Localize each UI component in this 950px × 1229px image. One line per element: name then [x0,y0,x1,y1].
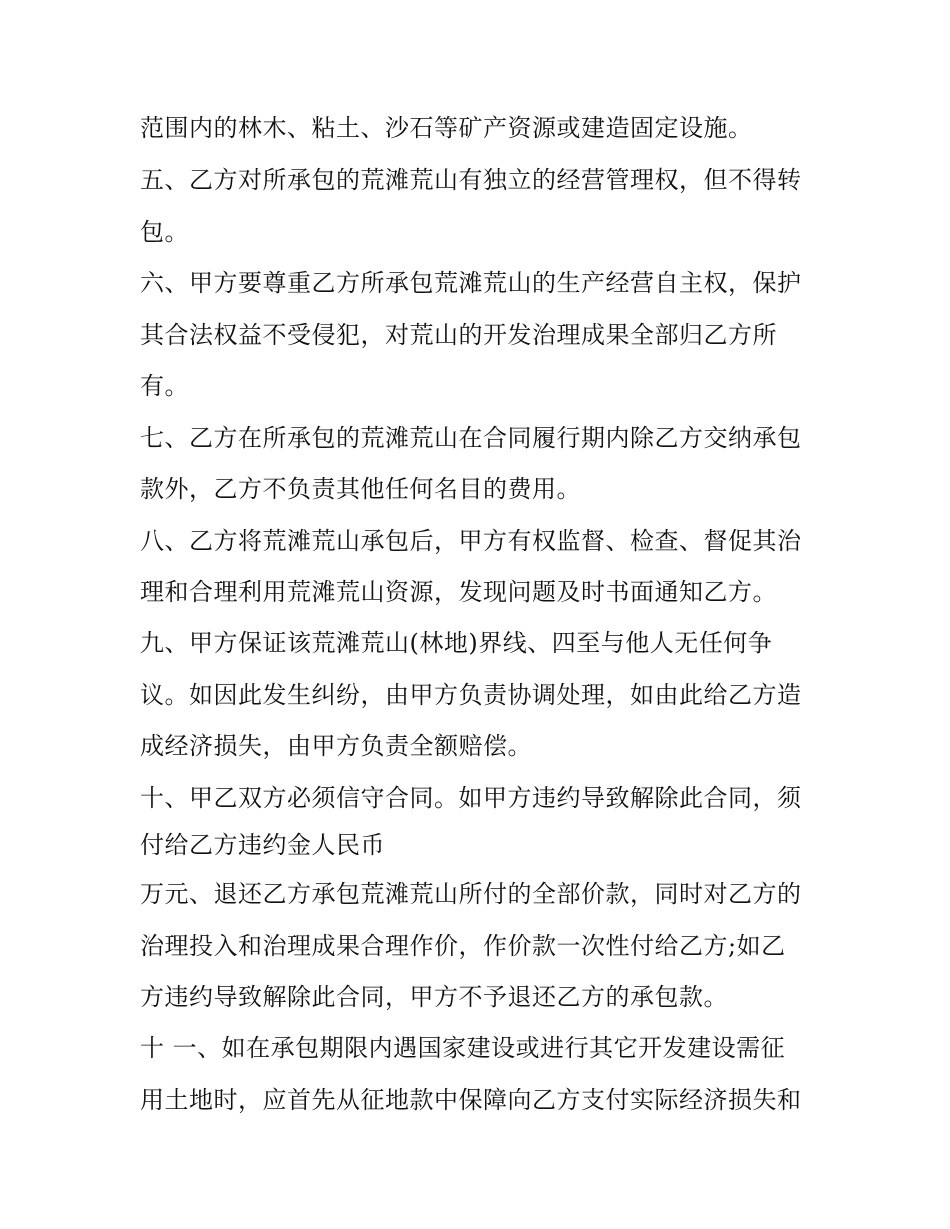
text-line: 方违约导致解除此合同，甲方不予退还乙方的承包款。 [140,983,728,1011]
text-line: 付给乙方违约金人民币 [140,831,385,859]
text-line: 六、甲方要尊重乙方所承包荒滩荒山的生产经营自主权，保护 [140,269,802,297]
text-line: 万元、退还乙方承包荒滩荒山所付的全部价款，同时对乙方的 [140,880,802,908]
text-line: 九、甲方保证该荒滩荒山(林地)界线、四至与他人无任何争 [140,629,773,657]
text-line: 范围内的林木、粘土、沙石等矿产资源或建造固定设施。 [140,114,753,142]
text-line: 理和合理利用荒滩荒山资源，发现问题及时书面通知乙方。 [140,578,777,606]
text-line: 其合法权益不受侵犯，对荒山的开发治理成果全部归乙方所 [140,321,777,349]
text-line: 五、乙方对所承包的荒滩荒山有独立的经营管理权，但不得转 [140,166,802,194]
text-line: 议。如因此发生纠纷，由甲方负责协调处理，如由此给乙方造 [140,681,802,709]
text-line: 用土地时，应首先从征地款中保障向乙方支付实际经济损失和 [140,1086,802,1114]
text-line: 十、甲乙双方必须信守合同。如甲方违约导致解除此合同，须 [140,784,802,812]
text-line: 包。 [140,218,189,246]
text-line: 八、乙方将荒滩荒山承包后，甲方有权监督、检查、督促其治 [140,527,802,555]
text-line: 款外，乙方不负责其他任何名目的费用。 [140,475,581,503]
text-line: 治理投入和治理成果合理作价，作价款一次性付给乙方;如乙 [140,932,786,960]
text-line: 成经济损失，由甲方负责全额赔偿。 [140,732,532,760]
text-line: 七、乙方在所承包的荒滩荒山在合同履行期内除乙方交纳承包 [140,424,802,452]
text-line: 十 一、如在承包期限内遇国家建设或进行其它开发建设需征 [140,1034,786,1062]
text-line: 有。 [140,372,189,400]
